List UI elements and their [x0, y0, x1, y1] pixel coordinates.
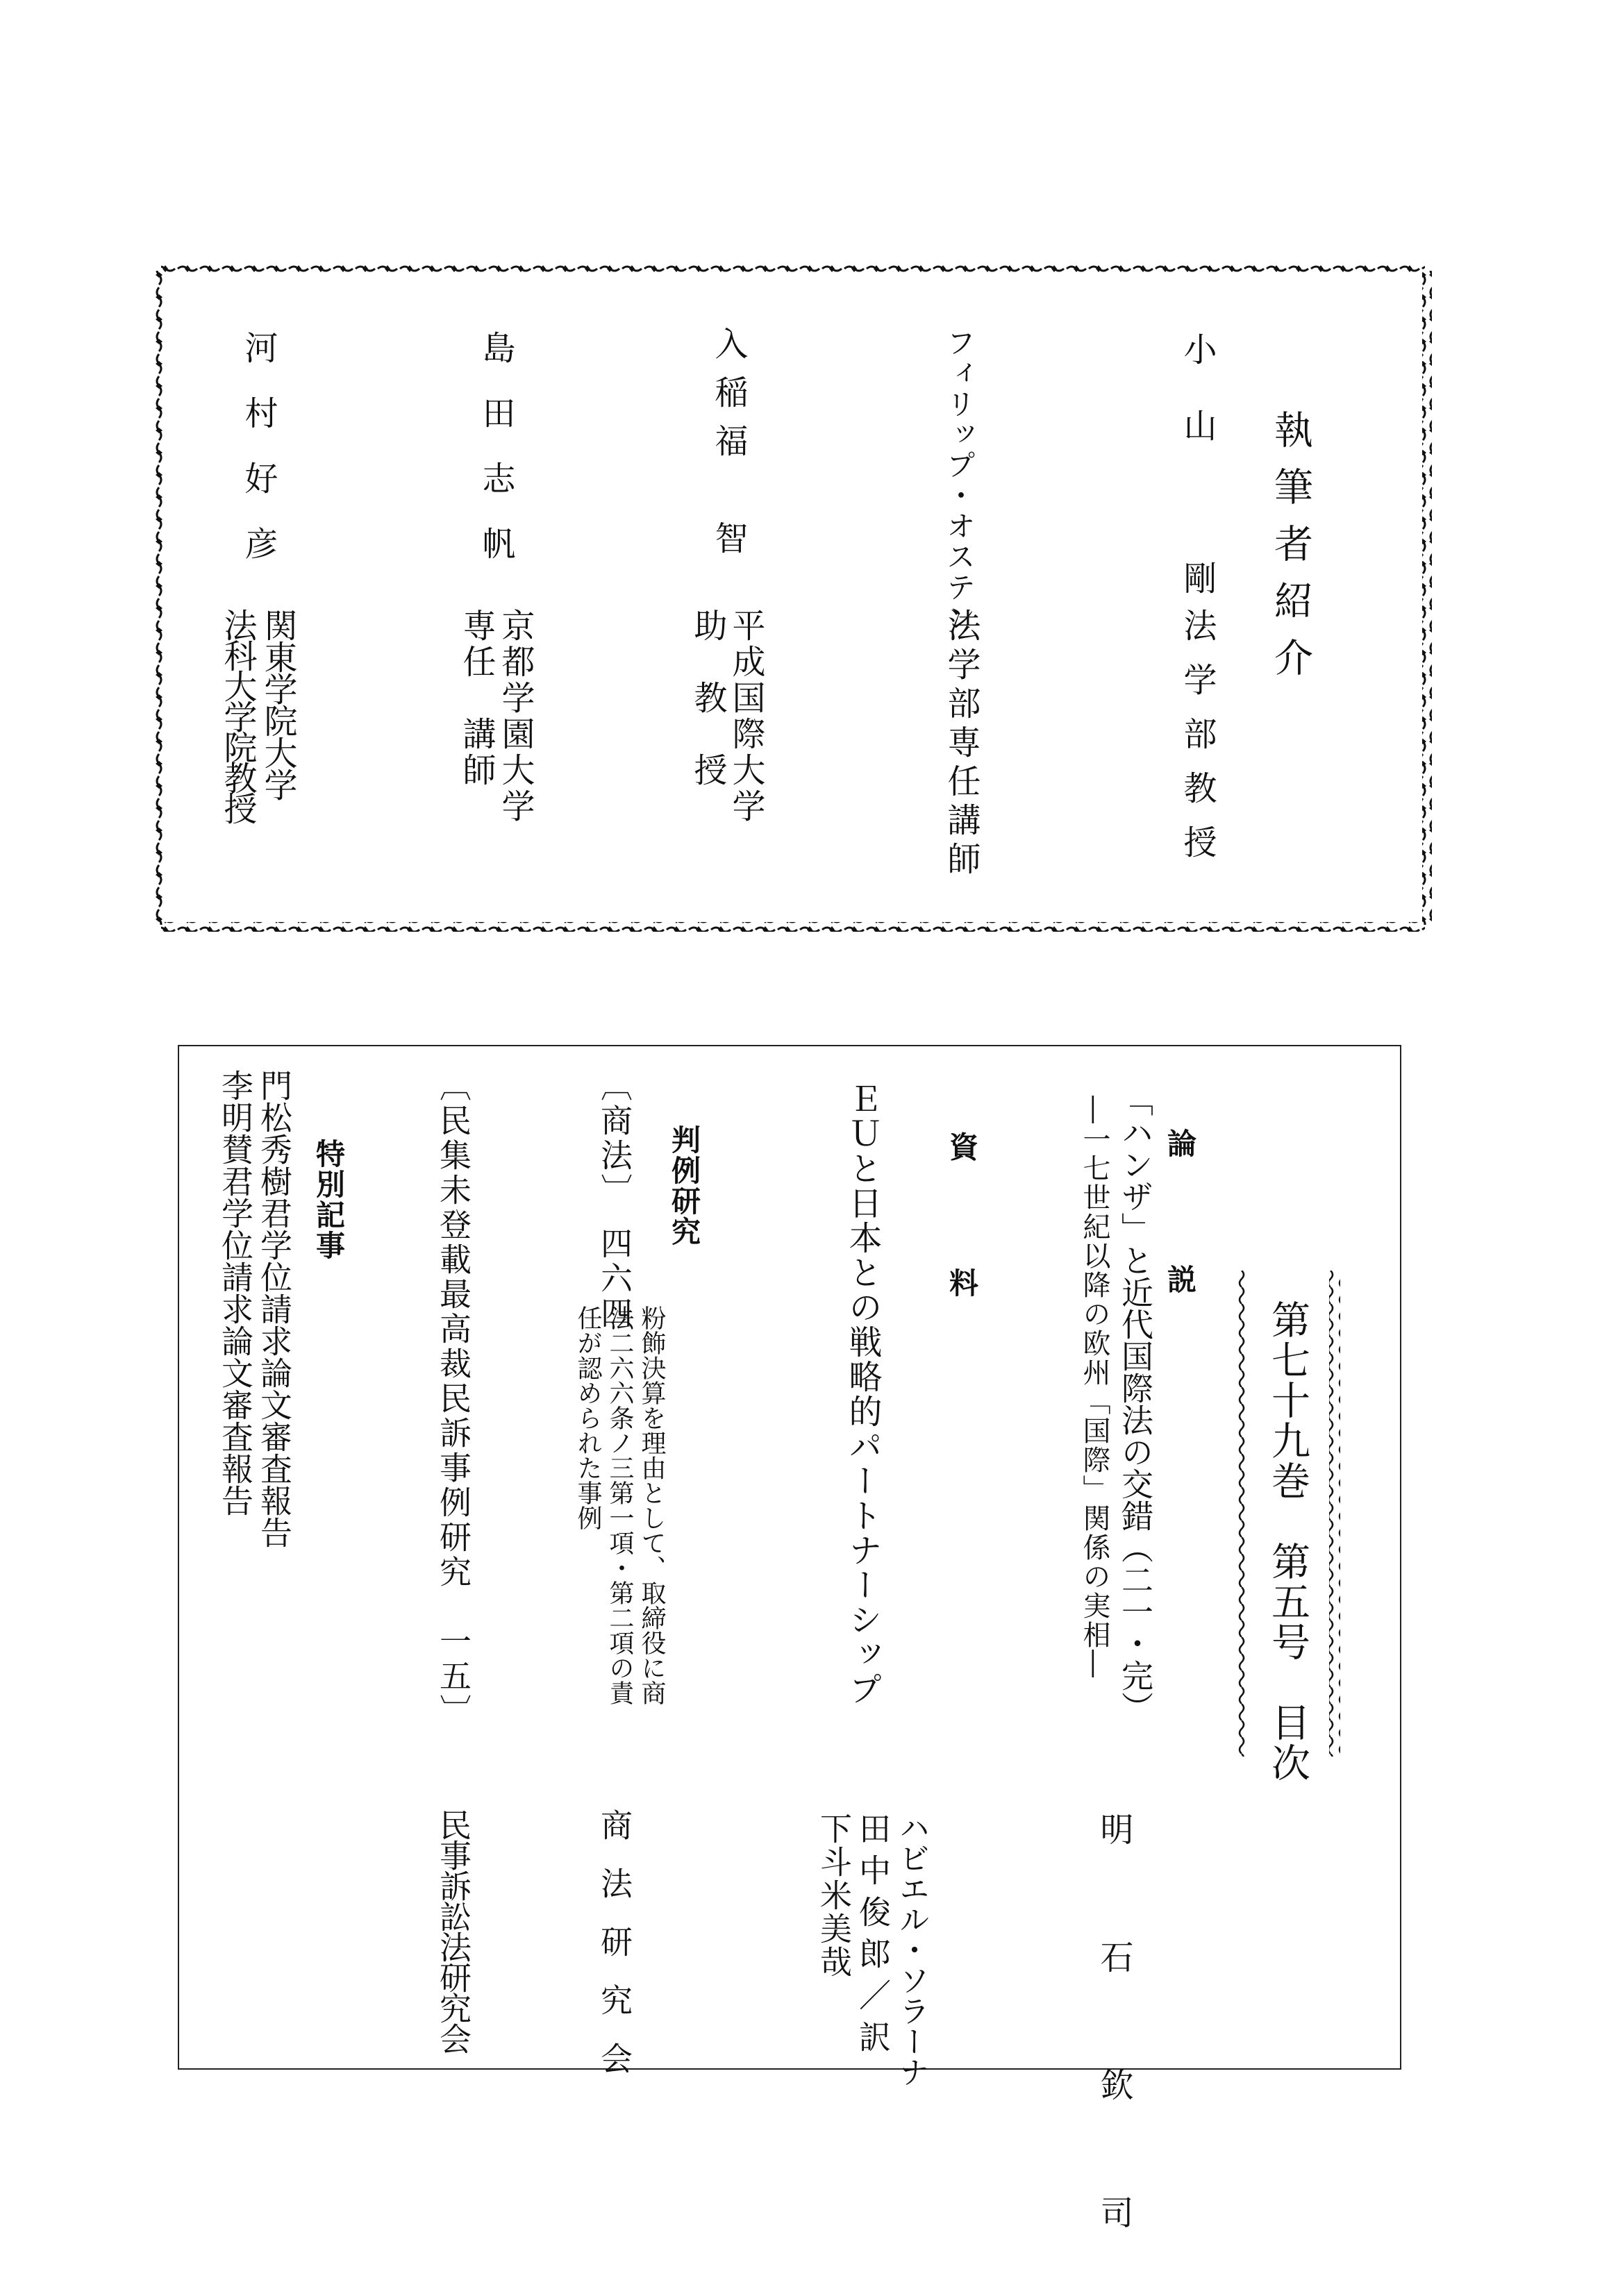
contributor-name: 入稲福 智 — [709, 326, 748, 569]
toc-entry-author: 明 石 欽 司 — [1094, 1812, 1133, 2259]
toc-entry-author-line: ハビエル・ソラーナ — [894, 1812, 929, 2087]
contributor-affiliation-line: 専任 講師 — [457, 608, 496, 789]
contributor-affiliation-line: 法科大学院教授 — [218, 608, 257, 822]
section-heading: 資 料 — [945, 1132, 979, 1336]
toc-entry-title: 〔民集未登載最高裁民訴事例研究 一五〕 — [435, 1069, 472, 1729]
section-heading: 論 説 — [1163, 1128, 1197, 1332]
toc-entry-subtitle: ―一七世紀以降の欧州「国際」関係の実相― — [1078, 1096, 1110, 1679]
contributor-name: フィリップ・オステン — [942, 328, 976, 633]
contributors-box — [154, 264, 1432, 932]
toc-entry-author: 民事訴訟法研究会 — [435, 1809, 472, 2053]
contributor-affiliation: 法学部教授 — [1178, 608, 1217, 879]
section-heading: 特別記事 — [312, 1139, 346, 1261]
toc-entry-author: 商法研究会 — [596, 1809, 633, 2100]
contributors-heading: 執筆者紹介 — [1268, 410, 1313, 694]
section-heading: 判例研究 — [667, 1125, 701, 1247]
toc-entry-note-line: 粉飾決算を理由として、取締役に商 — [637, 1305, 666, 1705]
toc-entry-title: 門松秀樹君学位請求論文審査報告 — [256, 1069, 293, 1548]
ornamental-border — [154, 264, 1432, 932]
toc-entry-title: 〔商法〕 四六四 — [596, 1069, 633, 1331]
toc-entry-title: 「ハンザ」と近代国際法の交錯（二一・完） — [1117, 1084, 1154, 1723]
contributor-name: 小山 剛 — [1178, 332, 1217, 637]
contributor-affiliation: 法学部専任講師 — [942, 608, 981, 880]
toc-title: 第七十九巻 第五号 目次 — [1265, 1300, 1310, 1783]
toc-entry-author-line: 田中俊郎／訳 — [854, 1812, 892, 2062]
toc-entry-note-line: 任が認められた事例 — [574, 1305, 602, 1530]
contributor-affiliation-line: 関東学院大学 — [258, 608, 297, 800]
toc-entry-title: 李明賛君学位請求論文審査報告 — [217, 1069, 254, 1516]
contributor-name: 島田志帆 — [476, 330, 515, 592]
toc-entry-title: ＥＵと日本との戦略的パートナーシップ — [843, 1082, 882, 1707]
toc-entry-note-line: 法二六六条ノ三第一項・第二項の責 — [606, 1305, 634, 1705]
contributor-affiliation-line: 京都学園大学 — [496, 608, 535, 825]
toc-box — [178, 1045, 1401, 2070]
toc-entry-author-line: 下斗米美哉 — [815, 1812, 853, 1979]
contributor-affiliation-line: 助 教 授 — [688, 608, 727, 789]
contributor-name: 河村好彦 — [239, 330, 278, 592]
contributor-affiliation-line: 平成国際大学 — [726, 608, 765, 825]
